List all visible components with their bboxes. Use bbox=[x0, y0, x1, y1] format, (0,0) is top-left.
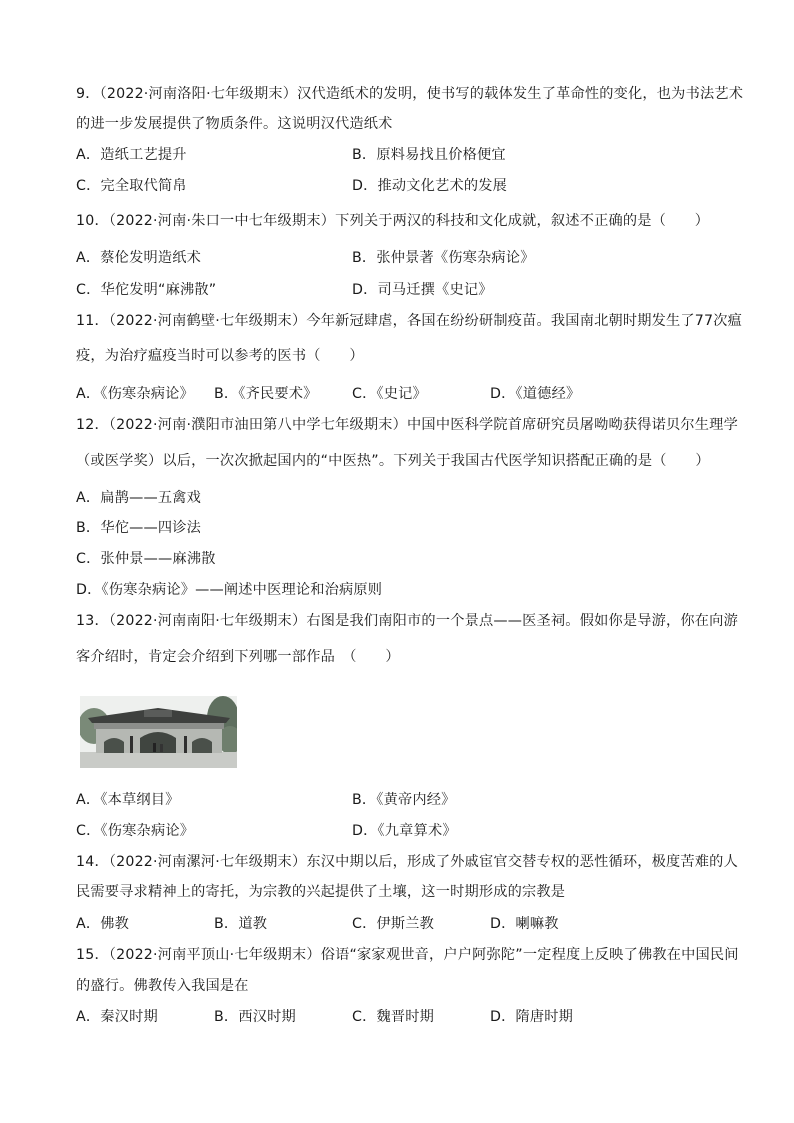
q9-stem-line2: 的进一步发展提供了物质条件。这说明汉代造纸术 bbox=[76, 116, 393, 132]
q14-stem-line2: 民需要寻求精神上的寄托，为宗教的兴起提供了土壤，这一时期形成的宗教是 bbox=[76, 884, 566, 900]
q11-option-a[interactable]: A．《伤寒杂病论》 bbox=[76, 386, 194, 402]
q11-stem-line1: 11．（2022·河南鹤壁·七年级期末）今年新冠肆虐，各国在纷纷研制疫苗。我国南北朝时期发生了77次瘟 bbox=[76, 313, 743, 329]
q9-option-a[interactable]: A．造纸工艺提升 bbox=[76, 147, 187, 163]
q15-stem-line2: 的盛行。佛教传入我国是在 bbox=[76, 978, 249, 994]
q10-option-b[interactable]: B．张仲景著《伤寒杂病论》 bbox=[352, 250, 535, 266]
q13-option-d[interactable]: D．《九章算术》 bbox=[352, 823, 457, 839]
q11-option-d[interactable]: D．《道德经》 bbox=[490, 386, 581, 402]
yishengci-gate-photo bbox=[80, 696, 237, 768]
q10-option-a[interactable]: A．蔡伦发明造纸术 bbox=[76, 250, 202, 266]
q10-option-c[interactable]: C．华佗发明“麻沸散” bbox=[76, 282, 217, 298]
q10-option-d[interactable]: D．司马迁撰《史记》 bbox=[352, 282, 493, 298]
q15-stem-line1: 15．（2022·河南平顶山·七年级期末）俗语“家家观世音，户户阿弥陀”一定程度上反映了佛教在中国民间 bbox=[76, 947, 739, 963]
q9-option-b[interactable]: B．原料易找且价格便宜 bbox=[352, 147, 506, 163]
q9-option-c[interactable]: C．完全取代简帛 bbox=[76, 178, 187, 194]
q12-option-b[interactable]: B．华佗——四诊法 bbox=[76, 520, 202, 536]
q11-option-b[interactable]: B．《齐民要术》 bbox=[214, 386, 318, 402]
q15-option-b[interactable]: B．西汉时期 bbox=[214, 1009, 296, 1025]
q13-stem-line2: 客介绍时，肯定会介绍到下列哪一部作品 （ ） bbox=[76, 649, 400, 665]
q15-option-a[interactable]: A．秦汉时期 bbox=[76, 1009, 158, 1025]
q12-stem-line1: 12．（2022·河南·濮阳市油田第八中学七年级期末）中国中医科学院首席研究员屠呦呦获得诺贝尔生理学 bbox=[76, 417, 738, 433]
q12-option-c[interactable]: C．张仲景——麻沸散 bbox=[76, 551, 216, 567]
q13-option-c[interactable]: C．《伤寒杂病论》 bbox=[76, 823, 195, 839]
q14-option-a[interactable]: A．佛教 bbox=[76, 916, 130, 932]
q14-option-d[interactable]: D．喇嘛教 bbox=[490, 916, 559, 932]
q12-option-d[interactable]: D．《伤寒杂病论》——阐述中医理论和治病原则 bbox=[76, 582, 383, 598]
q9-option-d[interactable]: D．推动文化艺术的发展 bbox=[352, 178, 508, 194]
q14-stem-line1: 14．（2022·河南漯河·七年级期末）东汉中期以后，形成了外戚宦官交替专权的恶性循环，极度苦难的人 bbox=[76, 854, 738, 870]
q15-option-c[interactable]: C．魏晋时期 bbox=[352, 1009, 435, 1025]
q12-stem-line2: （或医学奖）以后，一次次掀起国内的“中医热”。下列关于我国古代医学知识搭配正确的是（ ） bbox=[76, 453, 710, 469]
q15-option-d[interactable]: D．隋唐时期 bbox=[490, 1009, 574, 1025]
q13-option-a[interactable]: A．《本草纲目》 bbox=[76, 792, 180, 808]
q12-option-a[interactable]: A．扁鹊——五禽戏 bbox=[76, 490, 202, 506]
q13-option-b[interactable]: B．《黄帝内经》 bbox=[352, 792, 456, 808]
q14-option-c[interactable]: C．伊斯兰教 bbox=[352, 916, 435, 932]
q13-stem-line1: 13．（2022·河南南阳·七年级期末）右图是我们南阳市的一个景点——医圣祠。假如你是导游，你在向游 bbox=[76, 613, 738, 629]
q11-option-c[interactable]: C．《史记》 bbox=[352, 386, 427, 402]
q11-stem-line2: 疫，为治疗瘟疫当时可以参考的医书（ ） bbox=[76, 348, 364, 364]
q14-option-b[interactable]: B．道教 bbox=[214, 916, 268, 932]
q10-stem-line1: 10．（2022·河南·朱口一中七年级期末）下列关于两汉的科技和文化成就，叙述不正确的是（ ） bbox=[76, 213, 710, 229]
q9-stem-line1: 9．（2022·河南洛阳·七年级期末）汉代造纸术的发明，使书写的载体发生了革命性的变化，也为书法艺术 bbox=[76, 86, 744, 102]
